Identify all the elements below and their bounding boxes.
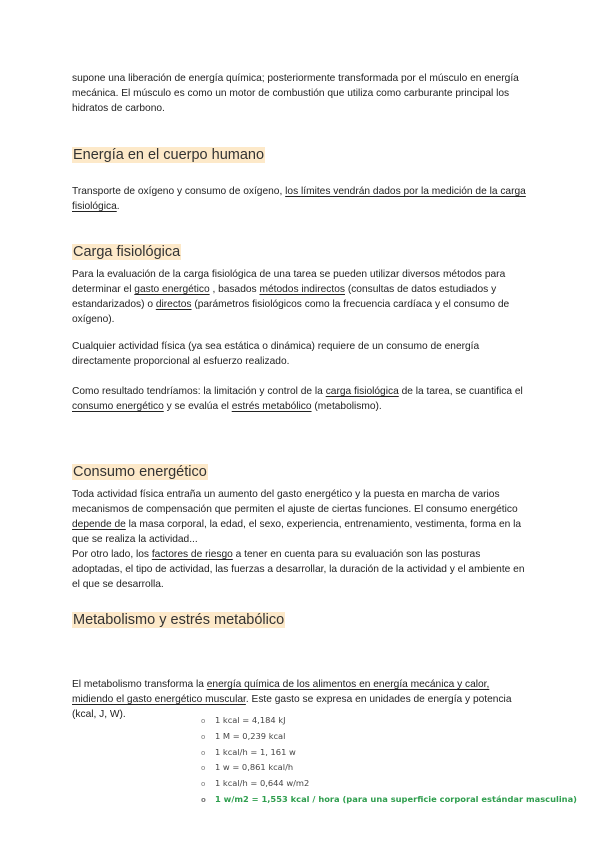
intro-paragraph: supone una liberación de energía química; posteriormente transformada por el músculo en energía mecánica. El músculo es como un motor de combustión que utiliza como carburante principal los hidratos de carbono. — [72, 73, 519, 114]
conversion-list — [201, 713, 577, 808]
metabolismo-paragraph: El metabolismo transforma la energía química de los alimentos en energía mecánica y calor, midiendo el gasto energético muscular. Este gasto se expresa en unidades de energía y potencia (kcal, J, W). — [72, 679, 512, 720]
heading-energia: Energía en el cuerpo humano — [73, 147, 265, 163]
list-item: o 1 kcal = 4,184 kJ — [201, 713, 577, 729]
bullet-icon: o — [201, 780, 206, 789]
consumo-paragraph-2: Por otro lado, los factores de riesgo a tener en cuenta para su evaluación son las posturas adoptadas, el tipo de actividad, las fuerzas a desarrollar, la duración de la actividad y el ambiente en el que se desarrolla. — [72, 549, 525, 590]
carga-paragraph-2: Cualquier actividad física (ya sea estática o dinámica) requiere de un consumo de energía directamente proporcional al esfuerzo realizado. — [72, 341, 480, 367]
carga-paragraph-1: Para la evaluación de la carga fisiológica de una tarea se pueden utilizar diversos métodos para determinar el gasto energético , basados métodos indirectos (consultas de datos estudiados y estandarizados) o directos (parámetros fisiológicos como la frecuencia cardíaca y el consumo de oxígeno). — [72, 269, 510, 325]
bullet-icon: o — [201, 764, 206, 773]
bullet-icon: o — [201, 795, 206, 804]
bullet-icon: o — [201, 748, 206, 757]
carga-paragraph-3: Como resultado tendríamos: la limitación y control de la carga fisiológica de la tarea, se cuantifica el consumo energético y se evalúa el estrés metabólico (metabolismo). — [72, 386, 523, 412]
list-item: o 1 kcal/h = 1, 161 w — [201, 745, 577, 761]
consumo-paragraph-1: Toda actividad física entraña un aumento del gasto energético y la puesta en marcha de varios mecanismos de compensación que permiten el ajuste de ciertas funciones. El consumo energético depende de la masa corporal, la edad, el sexo, experiencia, entrenamiento, vestimenta, forma en la que se realiza la actividad... — [72, 489, 522, 545]
list-item: o 1 w = 0,861 kcal/h — [201, 760, 577, 776]
list-item-highlighted: o 1 w/m2 = 1,553 kcal / hora (para una superficie corporal estándar masculina) — [201, 792, 577, 808]
heading-metabolismo: Metabolismo y estrés metabólico — [73, 612, 285, 628]
bullet-icon: o — [201, 732, 206, 741]
energia-paragraph: Transporte de oxígeno y consumo de oxígeno, los límites vendrán dados por la medición de la carga fisiológica. — [72, 186, 526, 212]
heading-carga-fisiologica: Carga fisiológica — [73, 244, 181, 260]
bullet-icon: o — [201, 717, 206, 725]
list-item: o 1 M = 0,239 kcal — [201, 729, 577, 745]
list-item: o 1 kcal/h = 0,644 w/m2 — [201, 776, 577, 792]
heading-consumo-energetico: Consumo energético — [73, 464, 207, 480]
